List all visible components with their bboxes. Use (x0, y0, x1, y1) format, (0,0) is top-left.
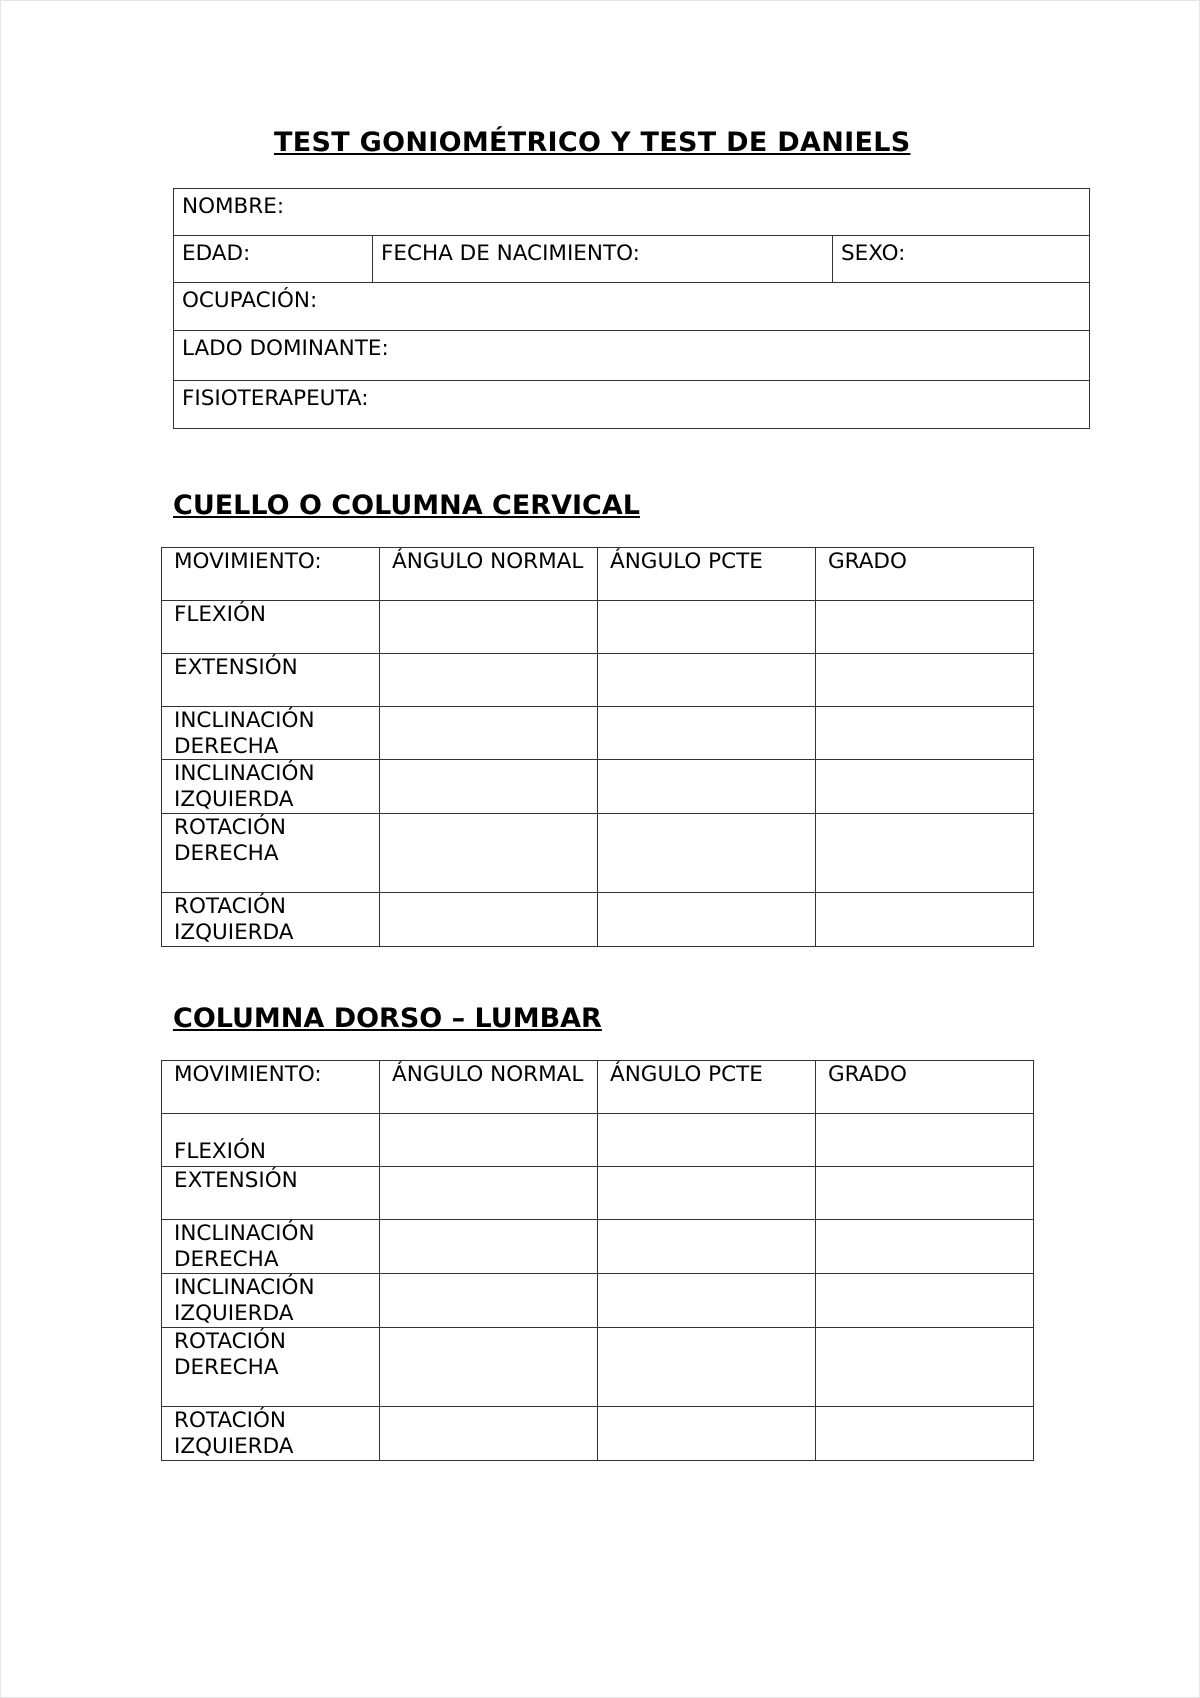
grado-cell[interactable] (816, 601, 1034, 654)
angulo-pcte-cell[interactable] (598, 1167, 816, 1220)
dorso-lumbar-movement-table (161, 1060, 1034, 1461)
angulo-normal-cell[interactable] (380, 1167, 598, 1220)
header-movimiento: MOVIMIENTO: (162, 1061, 380, 1114)
grado-cell[interactable] (816, 1274, 1034, 1328)
grado-cell[interactable] (816, 707, 1034, 760)
movement-label: FLEXIÓN (162, 1114, 380, 1167)
movement-label: INCLINACIÓN IZQUIERDA (162, 1274, 380, 1328)
grado-cell[interactable] (816, 1114, 1034, 1167)
angulo-normal-cell[interactable] (380, 654, 598, 707)
angulo-normal-cell[interactable] (380, 601, 598, 654)
label-sexo: SEXO: (841, 241, 906, 266)
label-ocupacion: OCUPACIÓN: (182, 288, 318, 313)
field-fecha-nacimiento[interactable] (373, 236, 833, 283)
header-grado: GRADO (816, 1061, 1034, 1114)
angulo-pcte-cell[interactable] (598, 654, 816, 707)
movement-label: INCLINACIÓN IZQUIERDA (162, 760, 380, 814)
header-angulo-pcte: ÁNGULO PCTE (598, 1061, 816, 1114)
angulo-pcte-cell[interactable] (598, 1114, 816, 1167)
angulo-normal-cell[interactable] (380, 707, 598, 760)
header-movimiento: MOVIMIENTO: (162, 548, 380, 601)
movement-label: INCLINACIÓN DERECHA (162, 1220, 380, 1274)
table-row (162, 1274, 1034, 1328)
field-sexo[interactable] (833, 236, 1090, 283)
header-angulo-normal: ÁNGULO NORMAL (380, 548, 598, 601)
angulo-pcte-cell[interactable] (598, 1407, 816, 1461)
movement-label: ROTACIÓN DERECHA (162, 814, 380, 893)
field-edad[interactable] (174, 236, 373, 283)
grado-cell[interactable] (816, 1220, 1034, 1274)
header-grado: GRADO (816, 548, 1034, 601)
table-row (162, 1328, 1034, 1407)
label-fisioterapeuta: FISIOTERAPEUTA: (182, 386, 369, 411)
label-lado-dominante: LADO DOMINANTE: (182, 336, 389, 361)
table-row (162, 707, 1034, 760)
grado-cell[interactable] (816, 654, 1034, 707)
header-angulo-normal: ÁNGULO NORMAL (380, 1061, 598, 1114)
grado-cell[interactable] (816, 1407, 1034, 1461)
angulo-normal-cell[interactable] (380, 814, 598, 893)
section-title-cervical: CUELLO O COLUMNA CERVICAL (173, 490, 640, 521)
grado-cell[interactable] (816, 814, 1034, 893)
angulo-normal-cell[interactable] (380, 1114, 598, 1167)
label-edad: EDAD: (182, 241, 251, 266)
angulo-normal-cell[interactable] (380, 1220, 598, 1274)
angulo-pcte-cell[interactable] (598, 760, 816, 814)
table-row (162, 1167, 1034, 1220)
cervical-movement-table (161, 547, 1034, 947)
field-fisioterapeuta[interactable] (174, 381, 1090, 429)
angulo-normal-cell[interactable] (380, 1274, 598, 1328)
movement-label: EXTENSIÓN (162, 654, 380, 707)
angulo-pcte-cell[interactable] (598, 601, 816, 654)
label-nombre: NOMBRE: (182, 194, 285, 219)
field-nombre[interactable] (174, 189, 1090, 236)
table-header-row (162, 1061, 1034, 1114)
angulo-pcte-cell[interactable] (598, 1274, 816, 1328)
table-row (162, 601, 1034, 654)
movement-label: ROTACIÓN IZQUIERDA (162, 1407, 380, 1461)
angulo-pcte-cell[interactable] (598, 1328, 816, 1407)
table-row (162, 1114, 1034, 1167)
movement-label: FLEXIÓN (162, 601, 380, 654)
table-row (162, 893, 1034, 947)
movement-label: INCLINACIÓN DERECHA (162, 707, 380, 760)
table-row (162, 1407, 1034, 1461)
movement-label: ROTACIÓN DERECHA (162, 1328, 380, 1407)
table-row (162, 654, 1034, 707)
angulo-normal-cell[interactable] (380, 1328, 598, 1407)
angulo-normal-cell[interactable] (380, 893, 598, 947)
table-row (162, 1220, 1034, 1274)
movement-label: EXTENSIÓN (162, 1167, 380, 1220)
table-header-row (162, 548, 1034, 601)
angulo-pcte-cell[interactable] (598, 1220, 816, 1274)
field-ocupacion[interactable] (174, 283, 1090, 331)
angulo-normal-cell[interactable] (380, 1407, 598, 1461)
grado-cell[interactable] (816, 893, 1034, 947)
movement-label: ROTACIÓN IZQUIERDA (162, 893, 380, 947)
angulo-normal-cell[interactable] (380, 760, 598, 814)
header-angulo-pcte: ÁNGULO PCTE (598, 548, 816, 601)
angulo-pcte-cell[interactable] (598, 814, 816, 893)
section-title-dorso-lumbar: COLUMNA DORSO – LUMBAR (173, 1003, 602, 1034)
document-title: TEST GONIOMÉTRICO Y TEST DE DANIELS (274, 127, 911, 158)
patient-info-table (173, 188, 1090, 429)
angulo-pcte-cell[interactable] (598, 707, 816, 760)
table-row (162, 814, 1034, 893)
label-fecha-nacimiento: FECHA DE NACIMIENTO: (381, 241, 640, 266)
grado-cell[interactable] (816, 1328, 1034, 1407)
angulo-pcte-cell[interactable] (598, 893, 816, 947)
grado-cell[interactable] (816, 1167, 1034, 1220)
grado-cell[interactable] (816, 760, 1034, 814)
table-row (162, 760, 1034, 814)
field-lado-dominante[interactable] (174, 331, 1090, 381)
